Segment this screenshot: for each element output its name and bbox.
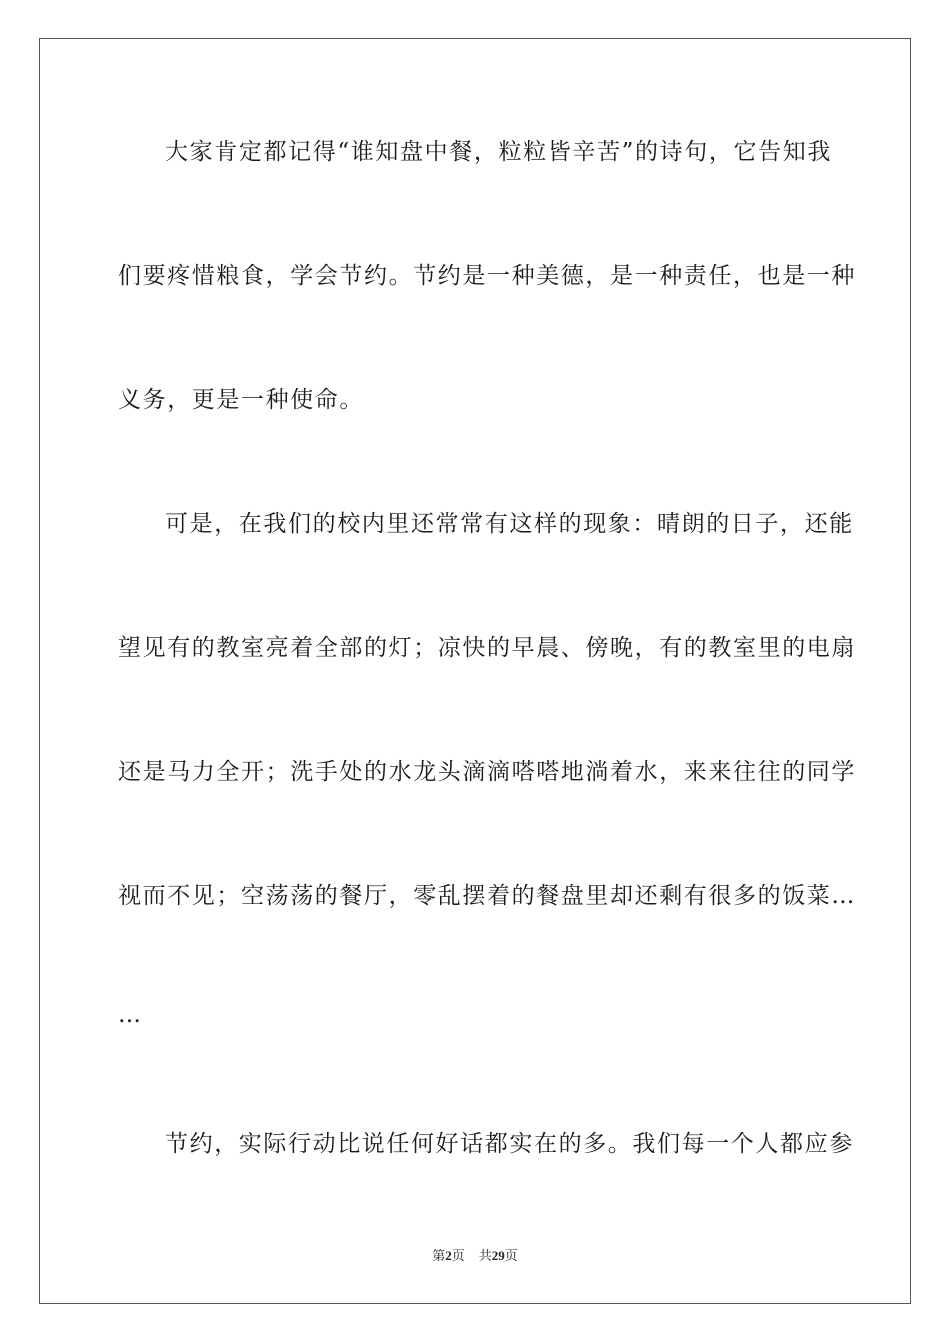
- page-suffix: 页: [451, 1249, 465, 1264]
- paragraph-1-line-2: 们要疼惜粮食，学会节约。节约是一种美德，是一种责任，也是一种: [118, 263, 856, 289]
- paragraph-2-line-5: …: [118, 1002, 143, 1028]
- page-prefix: 第: [432, 1249, 446, 1264]
- total-prefix: 共: [478, 1249, 492, 1264]
- paragraph-3-line-1: 节约，实际行动比说任何好话都实在的多。我们每一个人都应参: [165, 1131, 854, 1157]
- total-pages: 29: [491, 1248, 505, 1263]
- total-suffix: 页: [504, 1249, 518, 1264]
- paragraph-2-line-1: 可是，在我们的校内里还常常有这样的现象：晴朗的日子，还能: [165, 511, 854, 537]
- paragraph-2-line-3: 还是马力全开；洗手处的水龙头滴滴嗒嗒地淌着水，来来往往的同学: [118, 759, 856, 785]
- page-footer: [0, 1247, 950, 1266]
- paragraph-2-line-2: 望见有的教室亮着全部的灯；凉快的早晨、傍晚，有的教室里的电扇: [118, 635, 856, 661]
- page-border: [39, 38, 911, 1304]
- paragraph-2-line-4: 视而不见；空荡荡的餐厅，零乱摆着的餐盘里却还剩有很多的饭菜…: [118, 883, 856, 909]
- paragraph-1-line-3: 义务，更是一种使命。: [118, 387, 364, 413]
- paragraph-1-line-1: 大家肯定都记得“谁知盘中餐，粒粒皆辛苦”的诗句，它告知我: [165, 139, 832, 165]
- page-number: 2: [445, 1248, 452, 1263]
